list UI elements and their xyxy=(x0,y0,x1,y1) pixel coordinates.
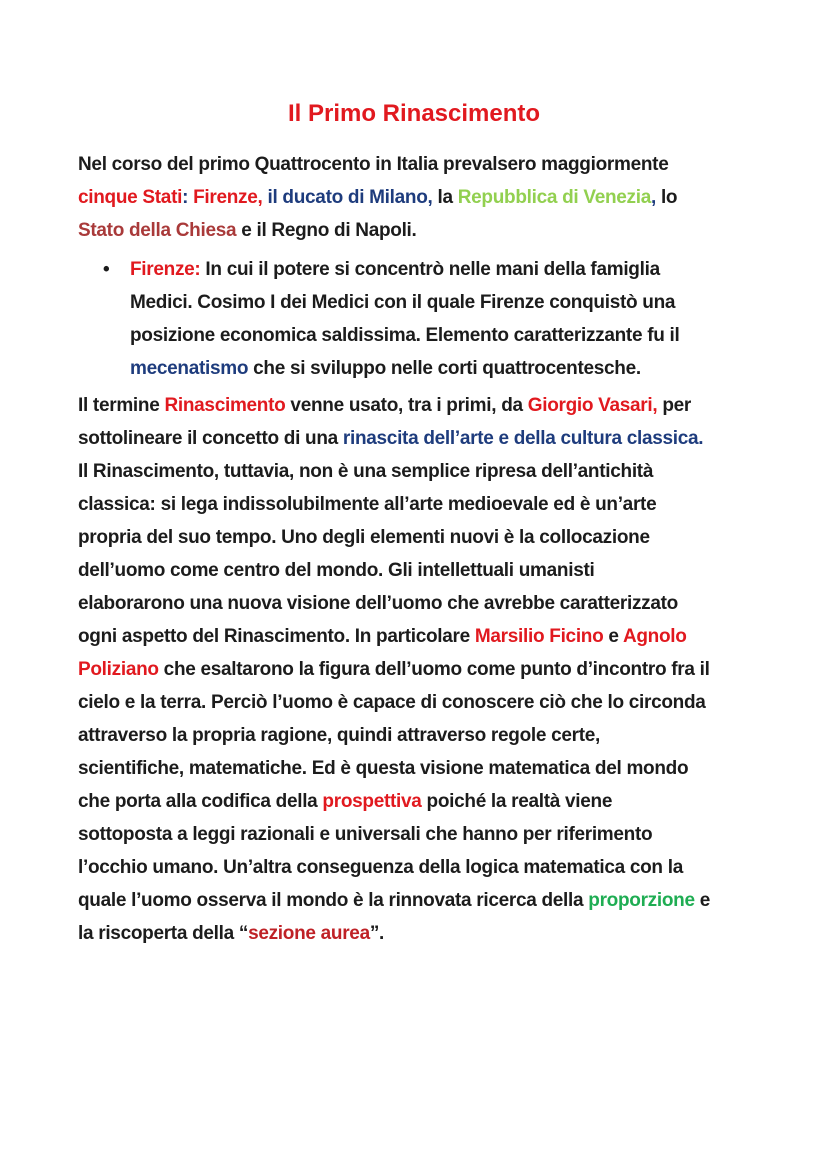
text-line: propria del suo tempo. Uno degli elementi nuovi è la collocazione xyxy=(78,527,650,548)
text-line: Medici. Cosimo I dei Medici con il quale Firenze conquistò una xyxy=(130,292,676,313)
text-line: ogni aspetto del Rinascimento. In particolare Marsilio Ficino e Agnolo xyxy=(78,626,687,647)
text-line: posizione economica saldissima. Elemento caratterizzante fu il xyxy=(130,325,680,346)
text-line: sottoposta a leggi razionali e universali che hanno per riferimento xyxy=(78,824,653,845)
text-line: che porta alla codifica della prospettiva poiché la realtà viene xyxy=(78,791,613,812)
text-line: dell’uomo come centro del mondo. Gli intellettuali umanisti xyxy=(78,560,595,581)
text-line: scientifiche, matematiche. Ed è questa visione matematica del mondo xyxy=(78,758,689,779)
text-line: cielo e la terra. Perciò l’uomo è capace di conoscere ciò che lo circonda xyxy=(78,692,706,713)
text-line: quale l’uomo osserva il mondo è la rinnovata ricerca della proporzione e xyxy=(78,890,710,911)
text-line: elaborarono una nuova visione dell’uomo che avrebbe caratterizzato xyxy=(78,593,678,614)
text-line: Nel corso del primo Quattrocento in Italia prevalsero maggiormente xyxy=(78,154,669,175)
text-line: Il Rinascimento, tuttavia, non è una semplice ripresa dell’antichità xyxy=(78,461,654,482)
text-line: sottolineare il concetto di una rinascita dell’arte e della cultura classica. xyxy=(78,428,704,449)
text-line: cinque Stati: Firenze, il ducato di Milano, la Repubblica di Venezia, lo xyxy=(78,187,678,208)
text-line: Il termine Rinascimento venne usato, tra i primi, da Giorgio Vasari, per xyxy=(78,395,692,416)
text-line: classica: si lega indissolubilmente all’arte medioevale ed è un’arte xyxy=(78,494,657,515)
main-paragraph xyxy=(78,389,710,950)
page-title: Il Primo Rinascimento xyxy=(287,100,541,127)
text-line: l’occhio umano. Un’altra conseguenza della logica matematica con la xyxy=(78,857,683,878)
text-line: Poliziano che esaltarono la figura dell’uomo come punto d’incontro fra il xyxy=(78,659,710,680)
text-line: mecenatismo che si sviluppo nelle corti quattrocentesche. xyxy=(130,358,641,379)
bullet-item-firenze xyxy=(103,253,679,385)
bullet-marker-icon: • xyxy=(103,259,110,280)
bullet-text xyxy=(130,253,679,385)
text-line: la riscoperta della “sezione aurea”. xyxy=(78,923,385,944)
intro-paragraph xyxy=(78,148,677,247)
text-line: attraverso la propria ragione, quindi attraverso regole certe, xyxy=(78,725,601,746)
text-line: Firenze: In cui il potere si concentrò nelle mani della famiglia xyxy=(130,259,660,280)
text-line: Stato della Chiesa e il Regno di Napoli. xyxy=(78,220,417,241)
